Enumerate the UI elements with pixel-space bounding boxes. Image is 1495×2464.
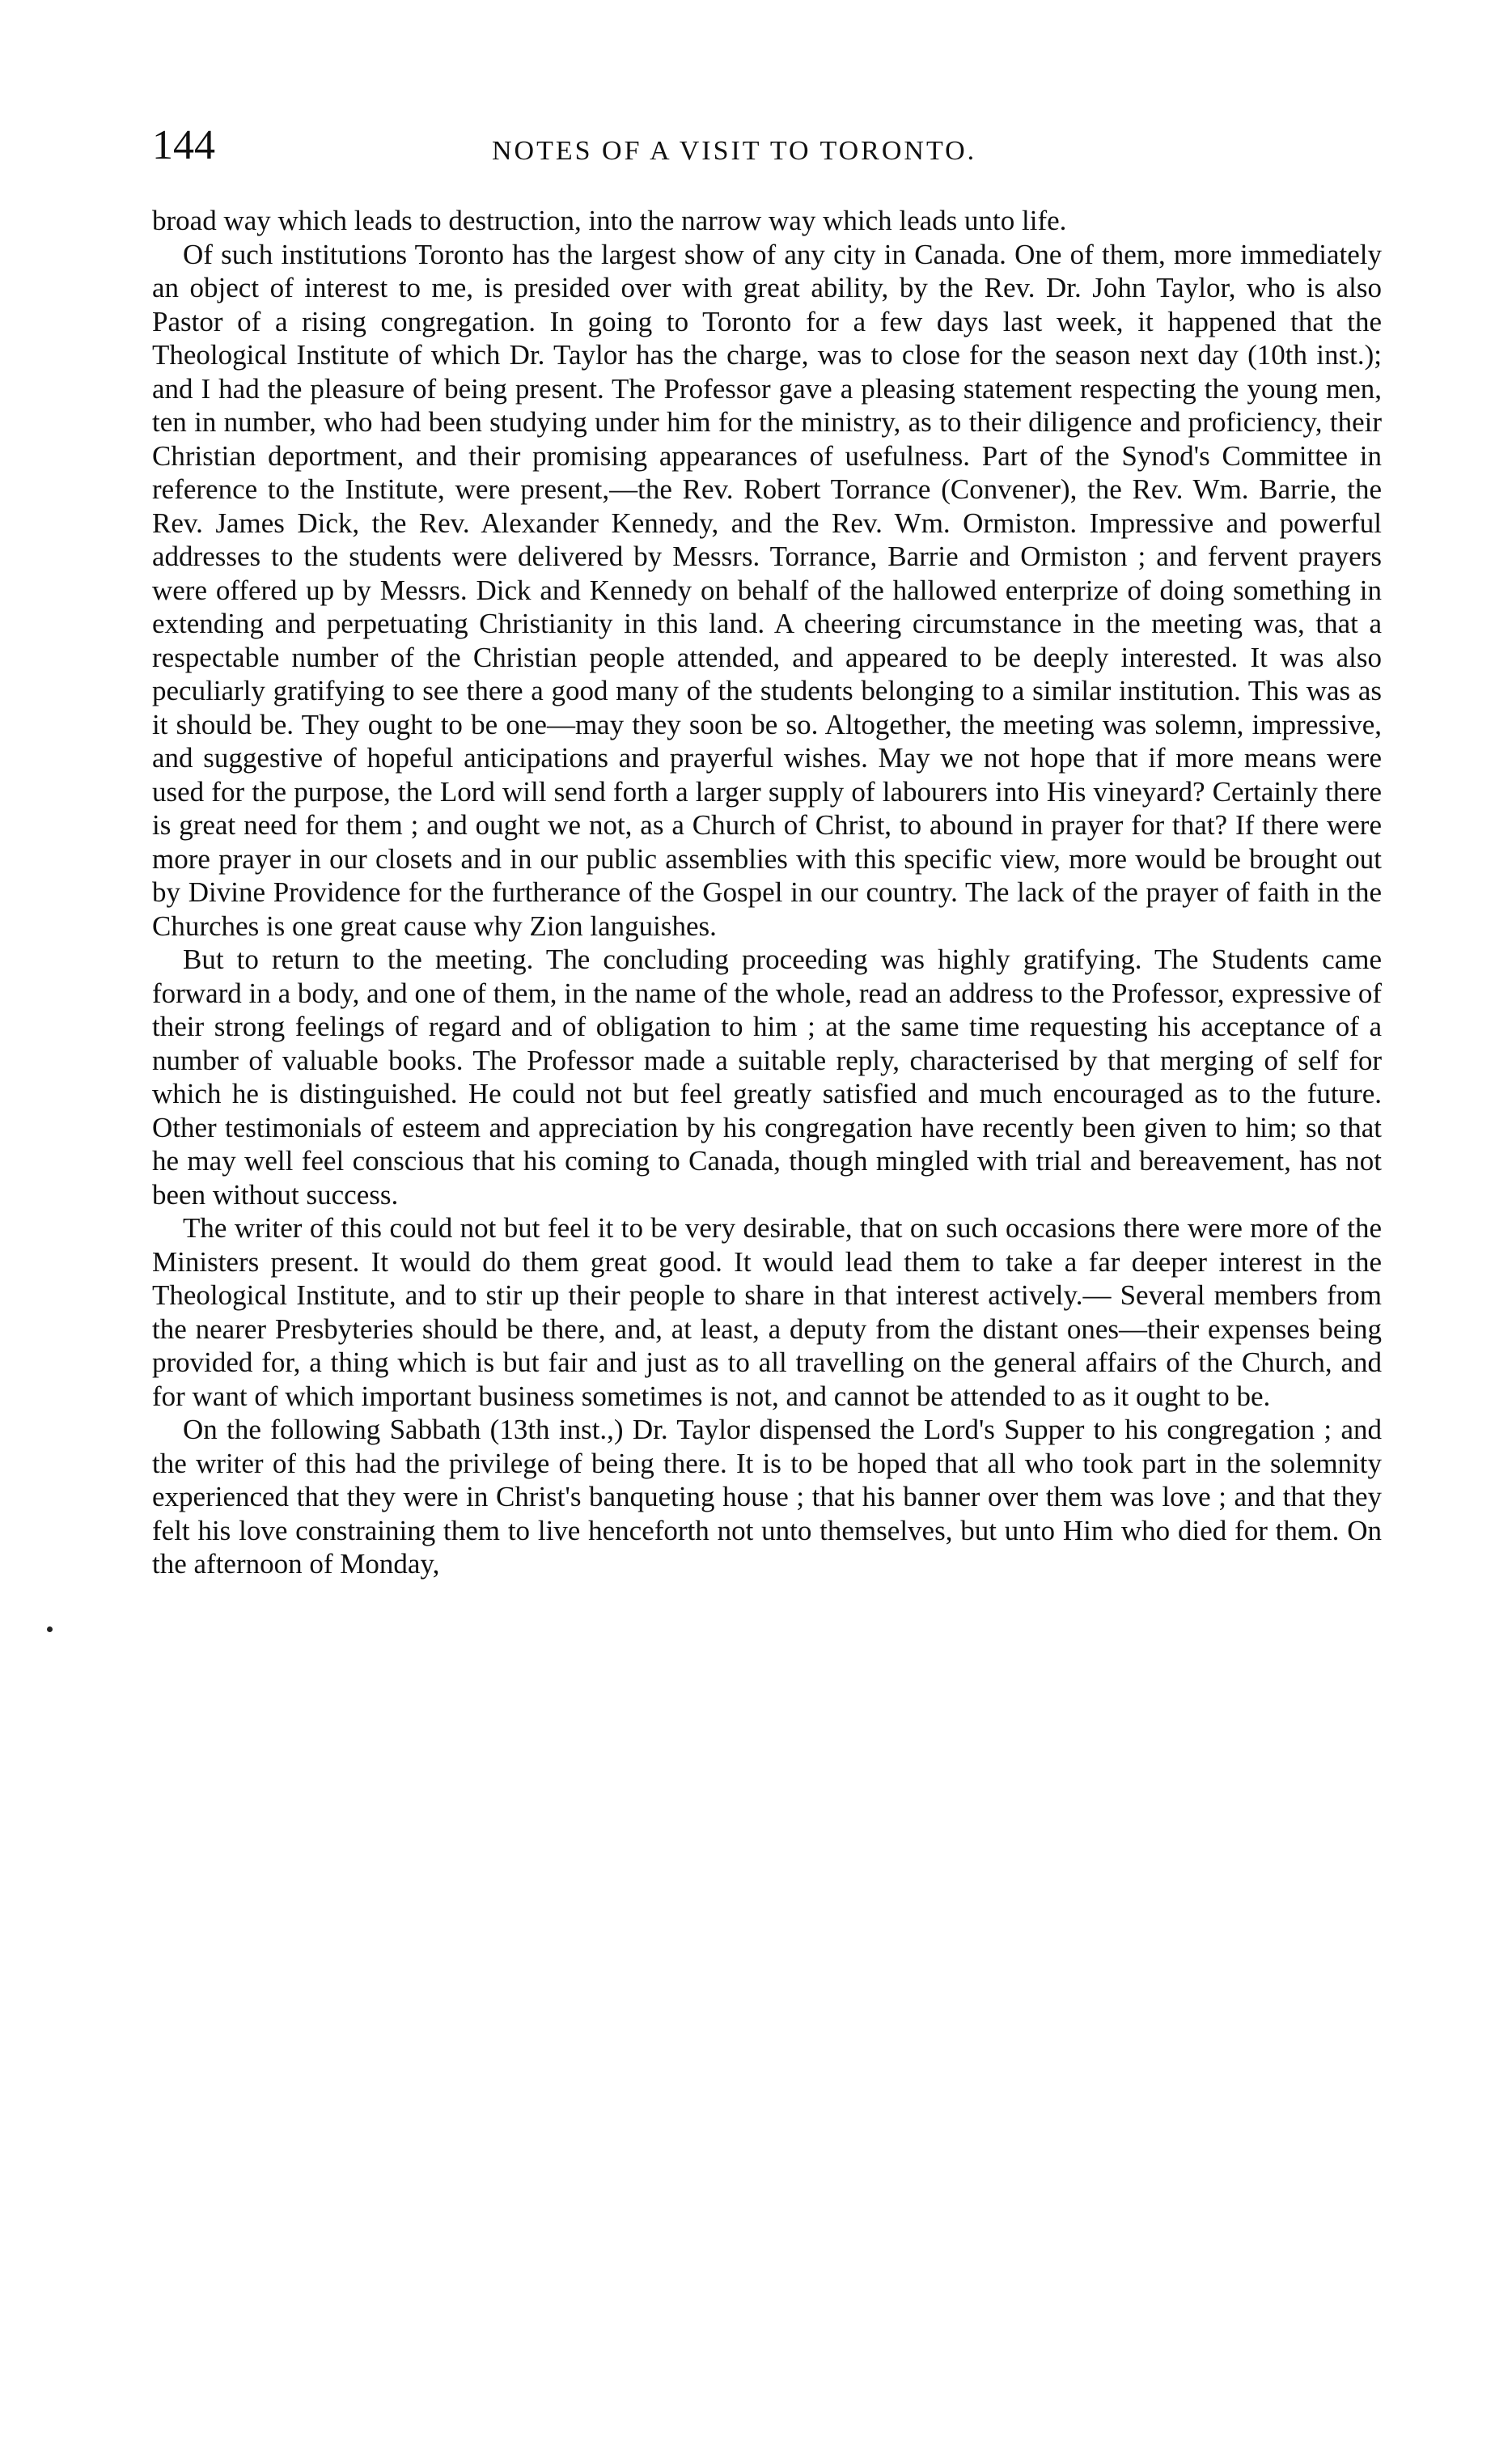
running-title: NOTES OF A VISIT TO TORONTO. [492, 136, 977, 166]
paragraph-continuation: broad way which leads to destruction, into the narrow way which leads unto life. [152, 205, 1067, 236]
document-page [152, 121, 1382, 1581]
paragraph-sabbath: On the following Sabbath (13th inst.,) Dr. Taylor dispensed the Lord's Supper to his congregation ; and the writer of this had the privilege of being there. It is to be hoped that all who took part in the solemnity experienced that they were in Christ's banqueting house ; that his banner over them was love ; and that they felt his love constraining them to live henceforth not unto themselves, but unto Him who died for them. On the afternoon of Monday, [152, 1414, 1382, 1580]
paragraph-ministers: The writer of this could not but feel it to be very desirable, that on such occasions there were more of the Ministers present. It would do them great good. It would lead them to take a far deeper interest in the Theological Institute, and to stir up their people to share in that interest actively.— Several members from the nearer Presbyteries should be there, and, at least, a deputy from the distant ones—their expenses being provided for, a thing which is but fair and just as to all travelling on the general affairs of the Church, and for want of which important business sometimes is not, and cannot be attended to as it ought to be. [152, 1212, 1382, 1412]
page-number: 144 [152, 122, 215, 168]
paragraph-institutions: Of such institutions Toronto has the largest show of any city in Canada. One of them, more immediately an object of interest to me, is presided over with great ability, by the Rev. Dr. John Taylor, who is also Pastor of a rising congregation. In going to Toronto for a few days last week, it happened that the Theological Institute of which Dr. Taylor has the charge, was to close for the season next day (10th inst.); and I had the pleasure of being present. The Professor gave a pleasing statement respecting the young men, ten in number, who had been studying under him for the ministry, as to their diligence and proficiency, their Christian deportment, and their promising appearances of usefulness. Part of the Synod's Committee in reference to the Institute, were present,—the Rev. Robert Torrance (Convener), the Rev. Wm. Barrie, the Rev. James Dick, the Rev. Alexander Kennedy, and the Rev. Wm. Ormiston. Impressive and powerful addresses to the students were delivered by Messrs. Torrance, Barrie and Ormiston ; and fervent prayers were offered up by Messrs. Dick and Kennedy on behalf of the hallowed enterprize of doing something in extending and perpetuating Christianity in this land. A cheering circumstance in the meeting was, that a respectable number of the Christian people attended, and appeared to be deeply interested. It was also peculiarly gratifying to see there a good many of the students belonging to a similar institution. This was as it should be. They ought to be one—may they soon be so. Altogether, the meeting was solemn, impressive, and suggestive of hopeful anticipations and prayerful wishes. May we not hope that if more means were used for the purpose, the Lord will send forth a larger supply of labourers into His vineyard? Certainly there is great need for them ; and ought we not, as a Church of Christ, to abound in prayer for that? If there were more prayer in our closets and in our public assemblies with this specific view, more would be brought out by Divine Providence for the furtherance of the Gospel in our country. The lack of the prayer of faith in the Churches is one great cause why Zion languishes. [152, 238, 1382, 942]
page-header [152, 121, 1382, 194]
margin-mark [47, 1626, 53, 1632]
body-text [152, 204, 1382, 1581]
paragraph-meeting: But to return to the meeting. The concluding proceeding was highly gratifying. The Students came forward in a body, and one of them, in the name of the whole, read an address to the Professor, expressive of their strong feelings of regard and of obligation to him ; at the same time requesting his acceptance of a number of valuable books. The Professor made a suitable reply, characterised by that merging of self for which he is distinguished. He could not but feel greatly satisfied and much encouraged as to the future. Other testimonials of esteem and appreciation by his congregation have recently been given to him; so that he may well feel conscious that his coming to Canada, though mingled with trial and bereavement, has not been without success. [152, 944, 1382, 1211]
